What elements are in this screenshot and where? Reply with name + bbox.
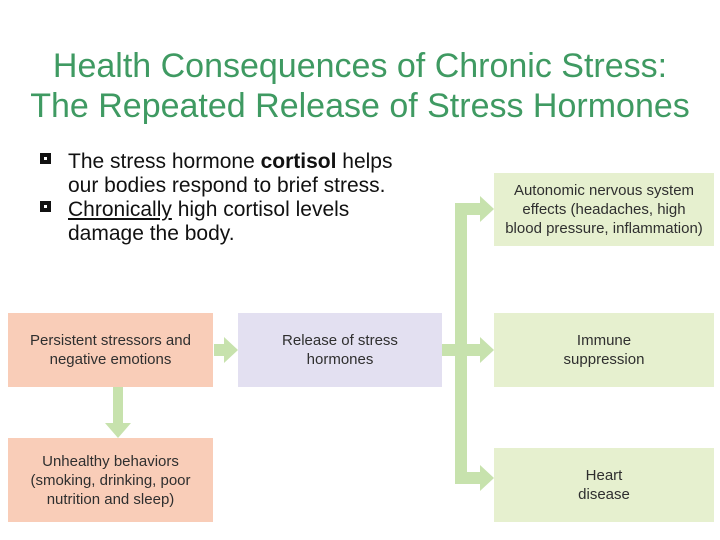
bullet-text: The stress hormone bbox=[68, 150, 261, 173]
persistent-stressors-box: Persistent stressors and negative emotions bbox=[8, 313, 213, 387]
arrow-to-immune-icon bbox=[480, 337, 494, 363]
bullet-text: high cortisol levels damage the body. bbox=[68, 198, 350, 245]
arrow-to-heart-icon bbox=[480, 465, 494, 491]
unhealthy-behaviors-box: Unhealthy behaviors (smoking, drinking, poor nutrition and sleep) bbox=[8, 438, 213, 522]
arrow-to-release-icon bbox=[224, 337, 238, 363]
slide-title: Health Consequences of Chronic Stress: bbox=[52, 47, 668, 85]
heart-disease-box: Heart disease bbox=[494, 448, 714, 522]
bullet-text: helps our bodies respond to brief stress. bbox=[68, 150, 393, 197]
release-hormones-box: Release of stress hormones bbox=[238, 313, 442, 387]
autonomic-effects-box: Autonomic nervous system effects (headaches, high blood pressure, inflammation) bbox=[494, 173, 714, 246]
bullet-emphasis-cortisol: cortisol bbox=[260, 150, 337, 173]
arrow-to-unhealthy-icon bbox=[105, 423, 131, 438]
slide-subtitle: The Repeated Release of Stress Hormones bbox=[30, 87, 690, 125]
arrow-to-autonomic-icon bbox=[480, 196, 494, 222]
bullet-emphasis-chronically: Chronically bbox=[68, 198, 172, 221]
immune-suppression-box: Immune suppression bbox=[494, 313, 714, 387]
